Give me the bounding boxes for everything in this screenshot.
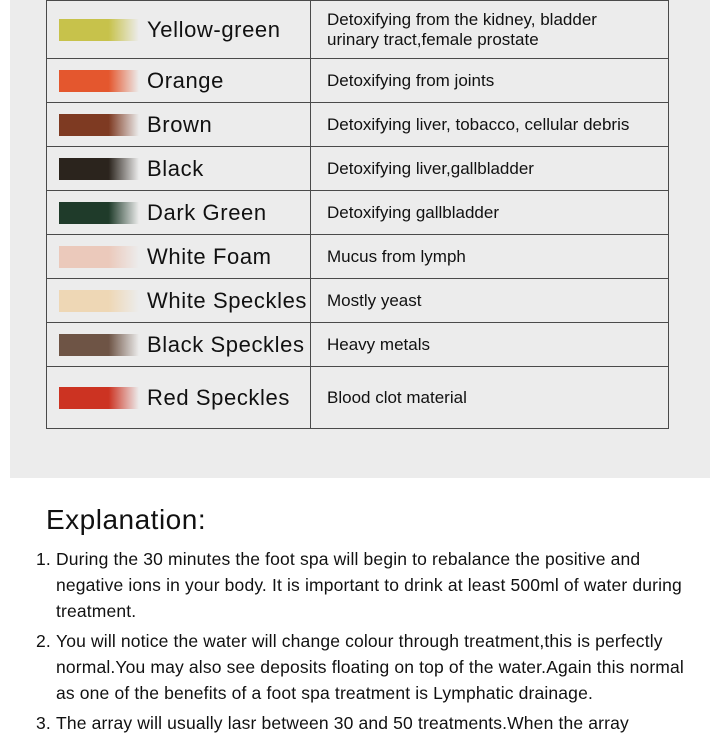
- color-meaning: [311, 235, 669, 279]
- color-row: [47, 367, 669, 429]
- color-cell: [47, 103, 311, 147]
- color-cell: [47, 1, 311, 59]
- color-swatch: [59, 158, 139, 180]
- item-text: During the 30 minutes the foot spa will begin to rebalance the positive and negative ions in your body. It is important to drink at least 500ml of water during treatment.: [56, 549, 682, 621]
- color-name: Black: [147, 155, 204, 181]
- color-swatch: [59, 334, 139, 356]
- color-swatch: [59, 70, 139, 92]
- item-number: 2.: [36, 631, 51, 651]
- color-name: Yellow-green: [147, 16, 281, 42]
- color-swatch: [59, 19, 139, 41]
- color-name: Black Speckles: [147, 331, 305, 357]
- color-swatch: [59, 290, 139, 312]
- color-name: Red Speckles: [147, 384, 290, 410]
- color-swatch: [59, 246, 139, 268]
- color-row: [47, 191, 669, 235]
- color-meaning: [311, 191, 669, 235]
- color-row: [47, 147, 669, 191]
- color-cell: [47, 279, 311, 323]
- explanation-item: [0, 546, 720, 624]
- explanation-item: [0, 628, 720, 706]
- explanation-item: [0, 710, 720, 736]
- color-meaning: [311, 147, 669, 191]
- color-cell: [47, 367, 311, 429]
- meaning-line: Detoxifying gallbladder: [327, 202, 499, 222]
- color-meaning: [311, 367, 669, 429]
- color-swatch: [59, 202, 139, 224]
- color-meaning: [311, 103, 669, 147]
- item-number: 1.: [36, 549, 51, 569]
- color-swatch: [59, 387, 139, 409]
- color-row: [47, 235, 669, 279]
- color-meaning: [311, 279, 669, 323]
- item-text: The array will usually lasr between 30 and 50 treatments.When the array: [56, 713, 629, 733]
- meaning-line: Detoxifying liver, tobacco, cellular debris: [327, 114, 630, 134]
- color-cell: [47, 191, 311, 235]
- meaning-line: Detoxifying from the kidney, bladder: [327, 9, 597, 29]
- color-name: Orange: [147, 67, 224, 93]
- color-name: Brown: [147, 111, 213, 137]
- color-name: White Speckles: [147, 287, 308, 313]
- color-name: White Foam: [147, 243, 272, 269]
- meaning-line: Detoxifying liver,gallbladder: [327, 158, 534, 178]
- color-cell: [47, 323, 311, 367]
- color-cell: [47, 235, 311, 279]
- meaning-line: Mostly yeast: [327, 290, 422, 310]
- color-meaning: [311, 323, 669, 367]
- explanation-title: Explanation:: [46, 504, 207, 535]
- meaning-line: Mucus from lymph: [327, 246, 466, 266]
- meaning-line: Heavy metals: [327, 334, 430, 354]
- color-row: [47, 1, 669, 59]
- color-row: [47, 59, 669, 103]
- explanation-list: [0, 546, 720, 736]
- color-swatch: [59, 114, 139, 136]
- color-meaning: [311, 1, 669, 59]
- color-row: [47, 279, 669, 323]
- color-meaning-table: [46, 0, 669, 429]
- meaning-line: Detoxifying from joints: [327, 70, 495, 90]
- color-name: Dark Green: [147, 199, 267, 225]
- explanation-section: [0, 500, 720, 740]
- color-row: [47, 323, 669, 367]
- color-meaning: [311, 59, 669, 103]
- meaning-line: urinary tract,female prostate: [327, 29, 539, 49]
- item-number: 3.: [36, 713, 51, 733]
- color-row: [47, 103, 669, 147]
- color-cell: [47, 147, 311, 191]
- color-cell: [47, 59, 311, 103]
- meaning-line: Blood clot material: [327, 387, 467, 407]
- item-text: You will notice the water will change colour through treatment,this is perfectly normal.You may also see deposits floating on top of the water.Again this normal as one of the benefits of a foot spa treatment is Lymphatic drainage.: [56, 631, 684, 703]
